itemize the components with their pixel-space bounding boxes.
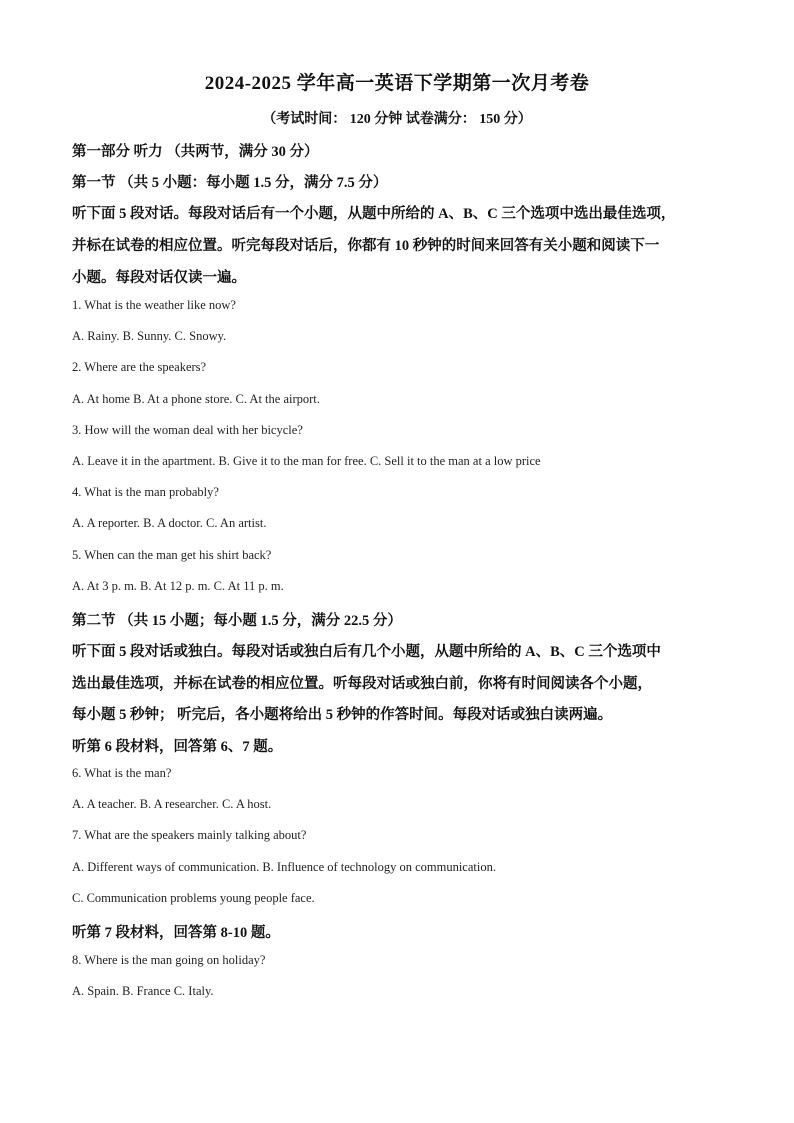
question-2: 2. Where are the speakers?	[72, 360, 207, 374]
section-one-instruction-line-1: 听下面 5 段对话。每段对话后有一个小题，从题中所给的 A、B、C 三个选项中选出最佳选项，	[72, 206, 676, 222]
section-one-instruction-line-2: 并标在试卷的相应位置。听完每段对话后，你都有 10 秒钟的时间来回答有关小题和阅读下一	[72, 238, 660, 254]
part-one-heading: 第一部分 听力 （共两节，满分 30 分）	[72, 144, 319, 160]
exam-subtitle: （考试时间： 120 分钟 试卷满分： 150 分）	[262, 112, 532, 127]
section-two-instruction-line-3: 每小题 5 秒钟； 听完后，各小题将给出 5 秒钟的作答时间。每段对话或独白读两遍。	[72, 707, 613, 723]
question-8: 8. Where is the man going on holiday?	[72, 953, 266, 967]
question-5-options: A. At 3 p. m. B. At 12 p. m. C. At 11 p. m.	[72, 579, 284, 593]
question-1: 1. What is the weather like now?	[72, 298, 236, 312]
question-2-options: A. At home B. At a phone store. C. At the airport.	[72, 392, 320, 406]
material-6-heading: 听第 6 段材料，回答第 6、7 题。	[72, 739, 283, 755]
question-5: 5. When can the man get his shirt back?	[72, 548, 272, 562]
question-7-options-line-2: C. Communication problems young people face.	[72, 891, 315, 905]
section-one-heading: 第一节 （共 5 小题：每小题 1.5 分，满分 7.5 分）	[72, 175, 388, 191]
question-4: 4. What is the man probably?	[72, 485, 219, 499]
question-7: 7. What are the speakers mainly talking about?	[72, 828, 307, 842]
material-7-heading: 听第 7 段材料，回答第 8-10 题。	[72, 925, 280, 941]
section-two-heading: 第二节 （共 15 小题；每小题 1.5 分，满分 22.5 分）	[72, 613, 402, 629]
question-7-options-line-1: A. Different ways of communication. B. Influence of technology on communication.	[72, 860, 496, 874]
section-one-instruction-line-3: 小题。每段对话仅读一遍。	[72, 270, 246, 286]
question-3: 3. How will the woman deal with her bicycle?	[72, 423, 303, 437]
question-8-options: A. Spain. B. France C. Italy.	[72, 984, 214, 998]
section-two-instruction-line-2: 选出最佳选项，并标在试卷的相应位置。听每段对话或独白前，你将有时间阅读各个小题，	[72, 676, 652, 692]
question-6-options: A. A teacher. B. A researcher. C. A host.	[72, 797, 272, 811]
question-4-options: A. A reporter. B. A doctor. C. An artist.	[72, 516, 267, 530]
question-1-options: A. Rainy. B. Sunny. C. Snowy.	[72, 329, 227, 343]
section-two-instruction-line-1: 听下面 5 段对话或独白。每段对话或独白后有几个小题，从题中所给的 A、B、C 三个选项中	[72, 644, 661, 660]
question-3-options: A. Leave it in the apartment. B. Give it to the man for free. C. Sell it to the man at a low price	[72, 454, 541, 468]
question-6: 6. What is the man?	[72, 766, 172, 780]
exam-title: 2024-2025 学年高一英语下学期第一次月考卷	[204, 73, 590, 94]
